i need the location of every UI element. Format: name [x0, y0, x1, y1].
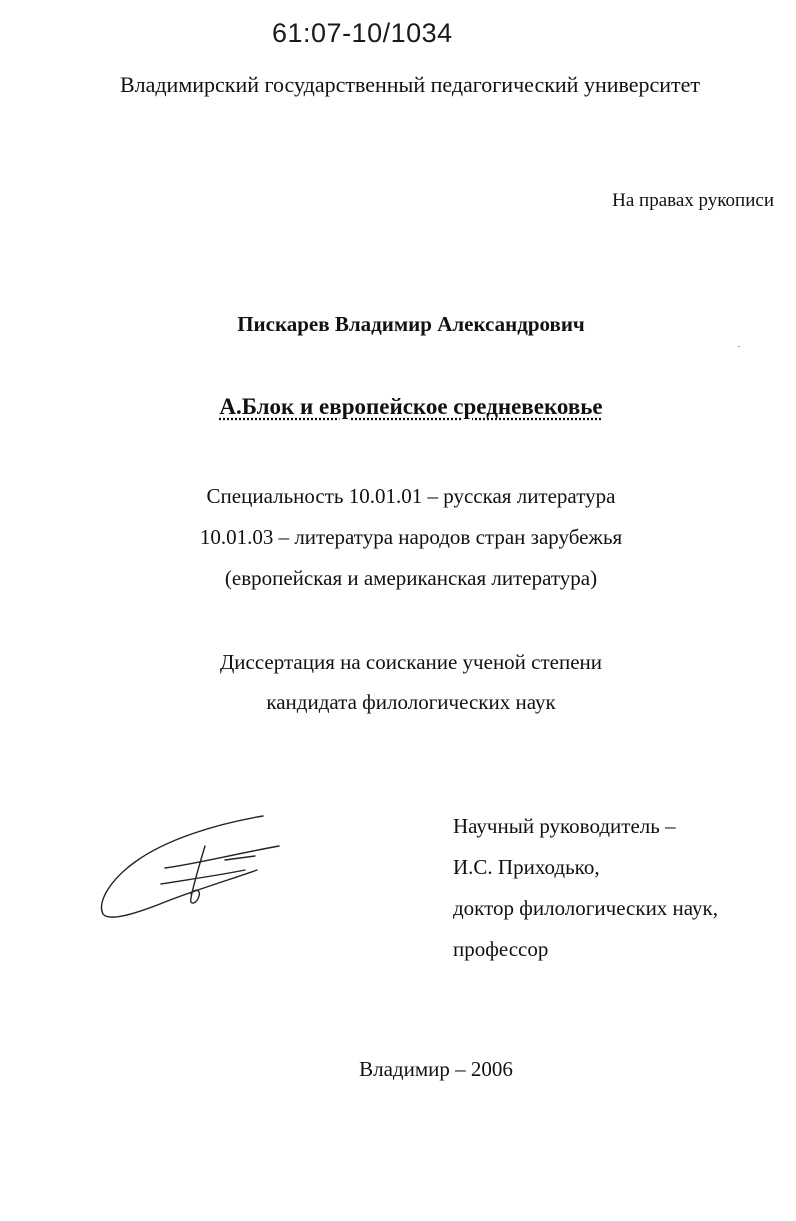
scan-speck — [738, 346, 740, 347]
supervisor-name: И.С. Приходько, — [453, 855, 600, 879]
degree-line-2: кандидата филологических наук — [266, 690, 556, 714]
handwritten-signature — [95, 810, 285, 930]
city-year: Владимир – 2006 — [359, 1057, 513, 1081]
specialty-line-3: (европейская и американская литература) — [224, 566, 598, 590]
supervisor-role: Научный руководитель – — [453, 814, 676, 838]
rights-note: На правах рукописи — [612, 190, 774, 211]
supervisor-degree: доктор филологических наук, — [453, 896, 719, 920]
degree-line-1: Диссертация на соискание ученой степени — [219, 650, 603, 674]
specialty-line-1: Специальность 10.01.01 – русская литература — [206, 484, 616, 508]
archive-stamp-code: 61:07-10/1034 — [272, 18, 453, 48]
thesis-title — [0, 394, 796, 420]
thesis-title-text: А.Блок и европейское средневековье — [219, 394, 603, 419]
university-name: Владимирский государственный педагогический университет — [119, 72, 701, 97]
supervisor-rank: профессор — [453, 937, 549, 961]
specialty-line-2: 10.01.03 – литература народов стран зарубежья — [199, 525, 623, 549]
author-name: Пискарев Владимир Александрович — [237, 312, 585, 336]
